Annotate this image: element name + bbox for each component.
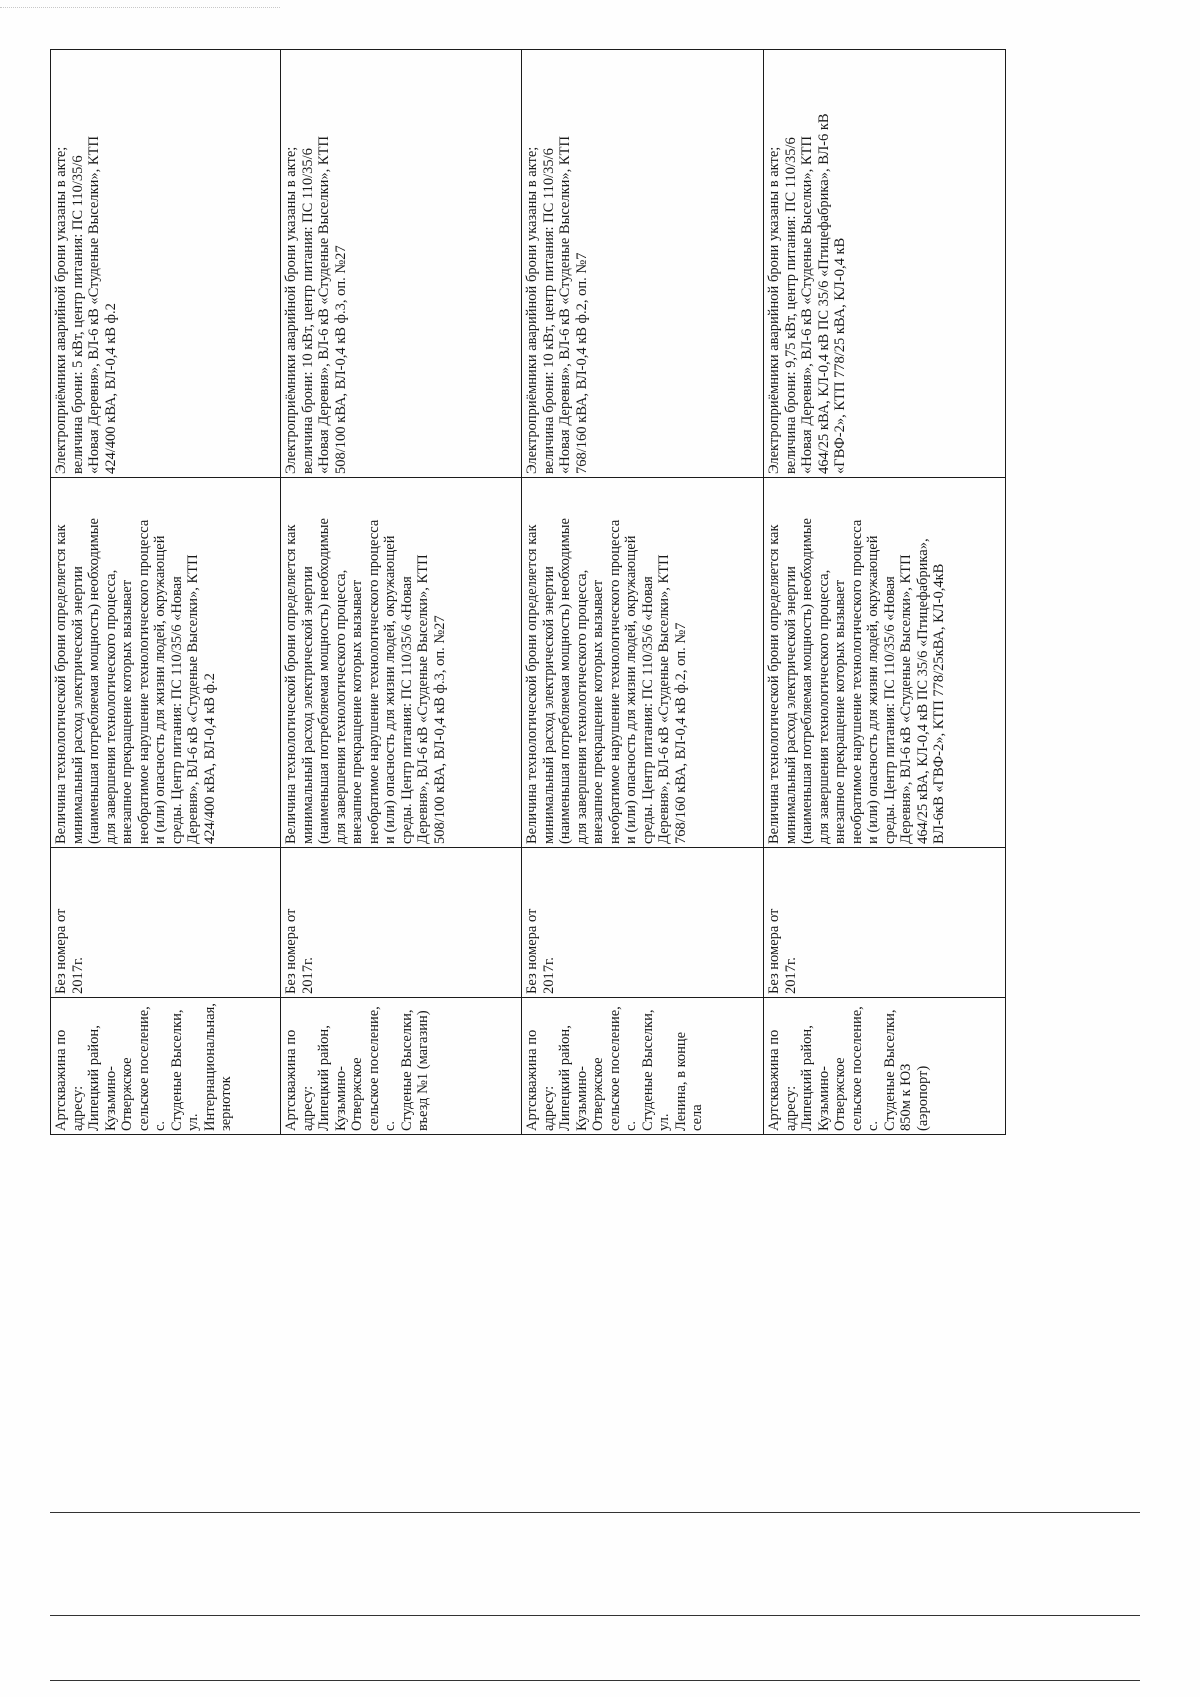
address-text: Артскважина по адресу: Липецкий район, Кузьмино-Отвержское сельское поселение, с. Студеные Выселки, ул. Ленина, в конце села — [524, 1006, 705, 1131]
document-cell — [764, 848, 1006, 998]
emergency-reserve-cell — [522, 50, 764, 478]
tech-reserve-cell — [281, 478, 522, 848]
address-cell — [51, 998, 281, 1135]
address-cell — [522, 998, 764, 1135]
table-row — [51, 50, 281, 1135]
document-cell — [522, 848, 764, 998]
emergency-reserve-cell — [51, 50, 281, 478]
emergency-reserve-text: Электроприёмники аварийной брони указаны в акте; величина брони: 9,75 кВт, центр питания: ПС 110/35/6 «Новая Деревня», ВЛ-6 кВ «Студеные Выселки», КТП 464/25 кВА, КЛ-0,4 кВ ПС 35/6 «Птицефабрика», ВЛ-6 кВ «ГВФ-2», КТП 778/25 кВА, КЛ-0,4 кВ — [766, 113, 848, 474]
emergency-reserve-text: Электроприёмники аварийной брони указаны в акте; величина брони: 10 кВт, центр питания: ПС 110/35/6 «Новая Деревня», ВЛ-6 кВ «Студеные Выселки», КТП 508/100 кВА, ВЛ-0,4 кВ ф.3, оп. №27 — [283, 136, 349, 474]
document-text: Без номера от 2017г. — [524, 908, 557, 994]
tech-reserve-cell — [764, 478, 1006, 848]
divider-line — [50, 1512, 1140, 1513]
emergency-reserve-text: Электроприёмники аварийной брони указаны в акте; величина брони: 5 кВт, центр питания: ПС 110/35/6 «Новая Деревня», ВЛ-6 кВ «Студеные Выселки», КТП 424/400 кВА, ВЛ-0,4 кВ ф.2 — [53, 136, 119, 474]
emergency-reserve-text: Электроприёмники аварийной брони указаны в акте; величина брони: 10 кВт, центр питания: ПС 110/35/6 «Новая Деревня», ВЛ-6 кВ «Студеные Выселки», КТП 768/160 кВА, ВЛ-0,4 кВ ф.2, оп. №7 — [524, 136, 590, 474]
table-row — [522, 50, 764, 1135]
rotated-table-wrapper — [50, 50, 950, 1135]
table-row — [281, 50, 522, 1135]
divider-line — [50, 1680, 1140, 1681]
table-row — [764, 50, 1006, 1135]
document-text: Без номера от 2017г. — [53, 908, 86, 994]
scan-edge-artifact — [0, 7, 280, 8]
address-cell — [764, 998, 1006, 1135]
emergency-reserve-cell — [764, 50, 1006, 478]
document-text: Без номера от 2017г. — [283, 908, 316, 994]
divider-line — [50, 1615, 1140, 1616]
address-text: Артскважина по адресу: Липецкий район, Кузьмино-Отвержское сельское поселение, с. Студеные Выселки, 850м к ЮЗ (аэропорт) — [766, 1006, 931, 1131]
document-cell — [281, 848, 522, 998]
tech-reserve-text: Величина технологической брони определяется как минимальный расход электрической энергии (наименьшая потребляемая мощность) необходимые для завершения технологического процесса, внезапное прекращение которых вызывает необратимое нарушение технологического процесса и (или) опасность для жизни людей, окружающей среды. Центр питания: ПС 110/35/6 «Новая Деревня», ВЛ-6 кВ «Студеные Выселки», КТП 424/400 кВА, ВЛ-0,4 кВ ф.2 — [53, 518, 218, 844]
address-text: Артскважина по адресу: Липецкий район, Кузьмино-Отвержское сельское поселение, с. Студеные Выселки, въезд №1 (магазин) — [283, 1006, 431, 1131]
address-text: Артскважина по адресу: Липецкий район, Кузьмино-Отвержское сельское поселение, с. Студеные Выселки, ул. Интернациональная, зерноток — [53, 1003, 234, 1131]
tech-reserve-text: Величина технологической брони определяется как минимальный расход электрической энергии (наименьшая потребляемая мощность) необходимые для завершения технологического процесса, внезапное прекращение которых вызывает необратимое нарушение технологического процесса и (или) опасность для жизни людей, окружающей среды. Центр питания: ПС 110/35/6 «Новая Деревня», ВЛ-6 кВ «Студеные Выселки», КТП 768/160 кВА, ВЛ-0,4 кВ ф.2, оп. №7 — [524, 518, 689, 844]
emergency-reserve-cell — [281, 50, 522, 478]
document-cell — [51, 848, 281, 998]
address-cell — [281, 998, 522, 1135]
tech-reserve-text: Величина технологической брони определяется как минимальный расход электрической энергии (наименьшая потребляемая мощность) необходимые для завершения технологического процесса, внезапное прекращение которых вызывает необратимое нарушение технологического процесса и (или) опасность для жизни людей, окружающей среды. Центр питания: ПС 110/35/6 «Новая Деревня», ВЛ-6 кВ «Студеные Выселки», КТП 508/100 кВА, ВЛ-0,4 кВ ф.3, оп. №27 — [283, 518, 448, 844]
document-text: Без номера от 2017г. — [766, 908, 799, 994]
power-reserve-table — [50, 49, 1006, 1135]
tech-reserve-cell — [51, 478, 281, 848]
tech-reserve-cell — [522, 478, 764, 848]
tech-reserve-text: Величина технологической брони определяется как минимальный расход электрической энергии (наименьшая потребляемая мощность) необходимые для завершения технологического процесса, внезапное прекращение которых вызывает необратимое нарушение технологического процесса и (или) опасность для жизни людей, окружающей среды. Центр питания: ПС 110/35/6 «Новая Деревня», ВЛ-6 кВ «Студеные Выселки», КТП 464/25 кВА, КЛ-0,4 кВ ПС 35/6 «Птицефабрика», ВЛ-6кВ «ГВФ-2», КТП 778/25кВА, КЛ-0,4кВ — [766, 518, 947, 844]
